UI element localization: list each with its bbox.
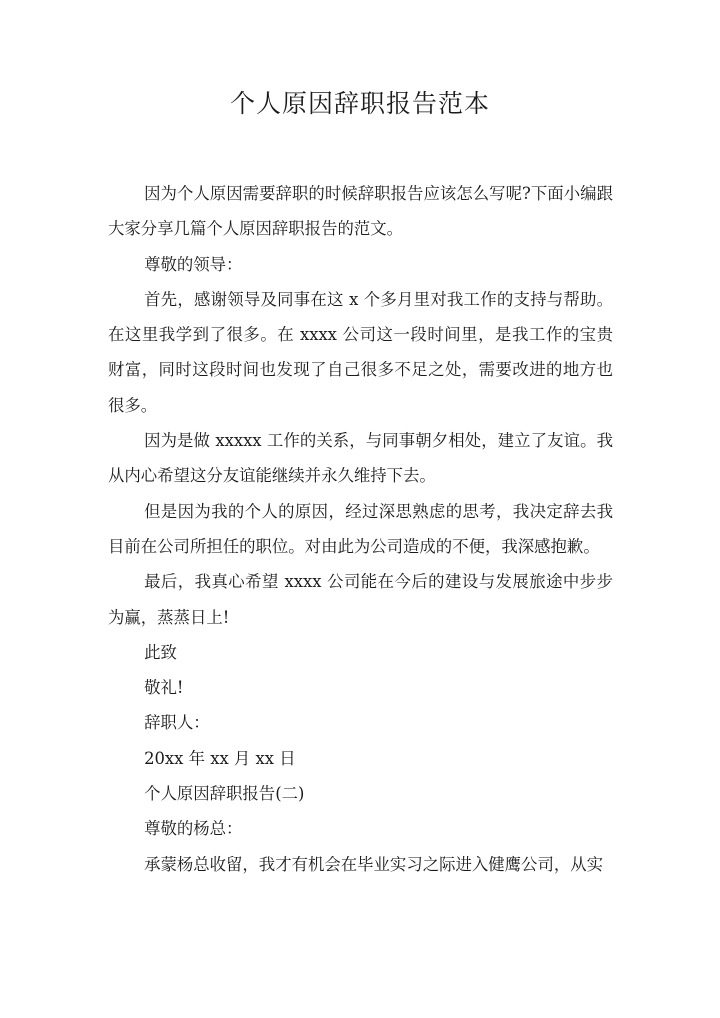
signer-label: 辞职人： [144,713,210,733]
section-heading-2: 个人原因辞职报告(二) [144,784,305,804]
salutation-2: 尊敬的杨总： [144,819,243,839]
date-line: 20xx 年 xx 月 xx 日 [144,748,296,768]
closing-line-1: 此致 [144,642,177,662]
body-paragraph-resignation: 但是因为我的个人的原因，经过深思熟虑的思考，我决定辞去我目前在公司所担任的职位。对由此为公司造成的不便，我深感抱歉。 [108,501,613,556]
body-paragraph-thanks: 首先，感谢领导及同事在这 x 个多月里对我工作的支持与帮助。在这里我学到了很多。在 xxxx 公司这一段时间里，是我工作的宝贵财富，同时这段时间也发现了自己很多不足之处，需要改进的地方也很多。 [108,289,613,415]
body-paragraph-friendship: 因为是做 xxxxx 工作的关系，与同事朝夕相处，建立了友谊。我从内心希望这分友谊能继续并永久维持下去。 [108,431,613,486]
document-body [108,176,613,882]
document-title: 个人原因辞职报告范本 [229,89,490,118]
salutation: 尊敬的领导： [144,254,243,274]
body-paragraph-second-letter: 承蒙杨总收留，我才有机会在毕业实习之际进入健鹰公司，从实 [144,854,604,874]
closing-line-2: 敬礼! [144,678,184,698]
intro-paragraph: 因为个人原因需要辞职的时候辞职报告应该怎么写呢?下面小编跟大家分享几篇个人原因辞职报告的范文。 [108,184,613,239]
body-paragraph-wishes: 最后，我真心希望 xxxx 公司能在今后的建设与发展旅途中步步为赢，蒸蒸日上! [108,572,613,627]
